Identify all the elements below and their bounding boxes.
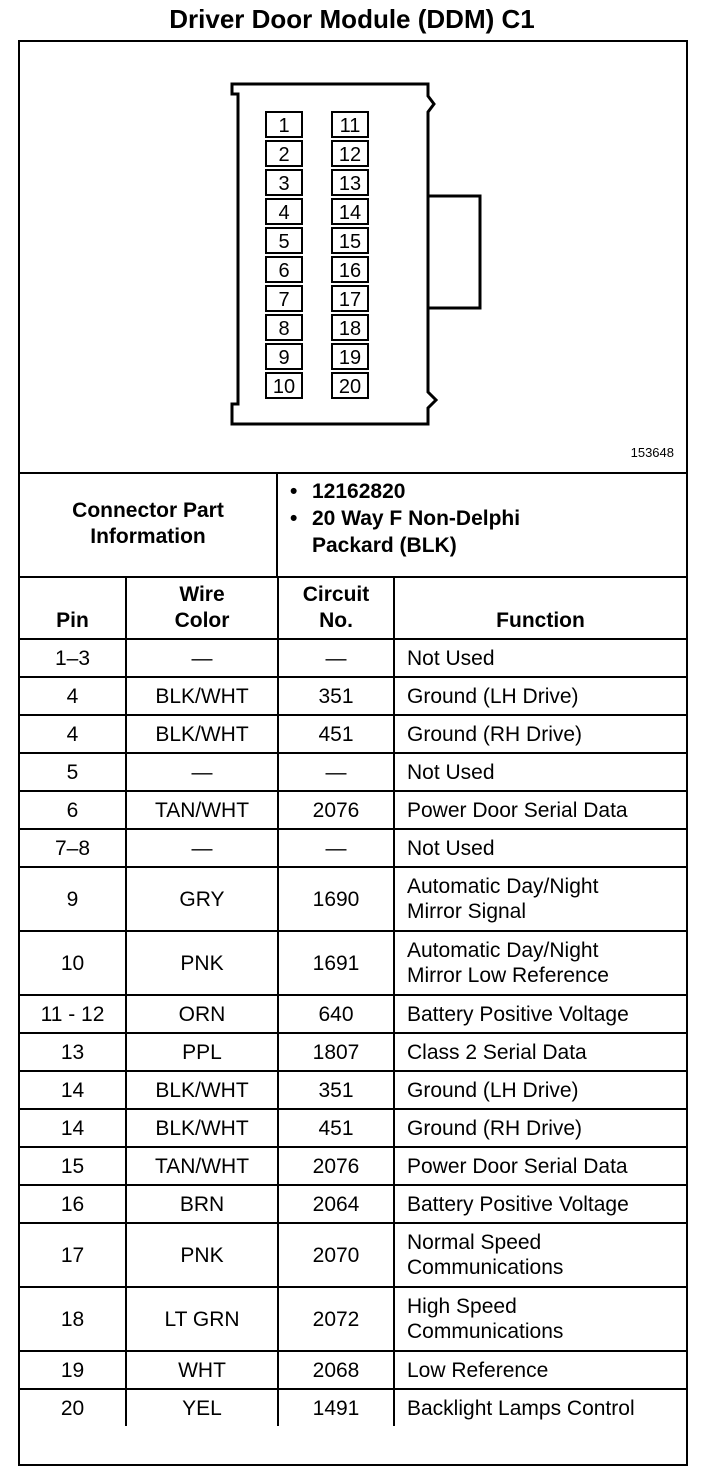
part-info-list — [290, 478, 520, 559]
cell-circuit: 1807 — [278, 1033, 394, 1071]
part-number: 12162820 — [312, 480, 406, 503]
connector-face-drawing — [20, 42, 686, 470]
pin-number: 15 — [338, 231, 362, 253]
cell-pin: 11 - 12 — [20, 995, 126, 1033]
cell-function: Ground (RH Drive) — [394, 1109, 686, 1147]
pin-number: 10 — [272, 376, 296, 398]
cell-circuit: 1690 — [278, 867, 394, 931]
pin-cavity — [332, 228, 368, 253]
cell-circuit: — — [278, 829, 394, 867]
pin-cavity — [266, 257, 302, 282]
pin-cavity — [332, 141, 368, 166]
cell-function: Battery Positive Voltage — [394, 1185, 686, 1223]
cell-function: Ground (LH Drive) — [394, 677, 686, 715]
cell-circuit: 351 — [278, 1071, 394, 1109]
bullet: • — [290, 480, 298, 503]
cell-wire-color: BLK/WHT — [126, 1109, 278, 1147]
cell-pin: 13 — [20, 1033, 126, 1071]
pinout-table — [20, 576, 686, 1426]
table-row — [20, 715, 686, 753]
table-row — [20, 867, 686, 931]
table-row — [20, 1185, 686, 1223]
pin-cavity — [332, 344, 368, 369]
pin-number: 4 — [278, 202, 290, 224]
pin-cavity — [332, 112, 368, 137]
pin-cavity — [332, 257, 368, 282]
cell-pin: 17 — [20, 1223, 126, 1287]
pin-number: 9 — [278, 347, 290, 369]
cell-circuit: 1491 — [278, 1389, 394, 1426]
cell-circuit: — — [278, 753, 394, 791]
pin-cavity — [266, 228, 302, 253]
table-row — [20, 1351, 686, 1389]
header-circuit-no: Circuit No. — [278, 576, 394, 639]
cell-pin: 10 — [20, 931, 126, 995]
pin-number: 13 — [338, 173, 362, 195]
connector-part-info — [20, 472, 686, 578]
cell-wire-color: BLK/WHT — [126, 1071, 278, 1109]
table-row — [20, 1147, 686, 1185]
cell-function: Power Door Serial Data — [394, 1147, 686, 1185]
pin-cavity — [266, 344, 302, 369]
cell-pin: 14 — [20, 1109, 126, 1147]
part-info-label: Connector Part Information — [20, 472, 278, 576]
cell-wire-color: — — [126, 829, 278, 867]
table-row — [20, 1071, 686, 1109]
pin-cavity — [332, 315, 368, 340]
pin-cavity — [266, 141, 302, 166]
cell-pin: 5 — [20, 753, 126, 791]
cell-wire-color: YEL — [126, 1389, 278, 1426]
cell-pin: 9 — [20, 867, 126, 931]
pin-cavity — [266, 373, 302, 398]
cell-circuit: 2064 — [278, 1185, 394, 1223]
cell-wire-color: TAN/WHT — [126, 791, 278, 829]
cell-function: Automatic Day/Night Mirror Signal — [394, 867, 686, 931]
pin-cavity — [332, 373, 368, 398]
cell-function: Not Used — [394, 753, 686, 791]
cell-wire-color: PPL — [126, 1033, 278, 1071]
cell-function: Normal Speed Communications — [394, 1223, 686, 1287]
cell-pin: 4 — [20, 677, 126, 715]
cell-pin: 18 — [20, 1287, 126, 1351]
cell-pin: 1–3 — [20, 639, 126, 677]
cell-circuit: 2072 — [278, 1287, 394, 1351]
cell-wire-color: ORN — [126, 995, 278, 1033]
cell-pin: 16 — [20, 1185, 126, 1223]
header-pin: Pin — [20, 576, 126, 639]
cell-wire-color: GRY — [126, 867, 278, 931]
cell-pin: 15 — [20, 1147, 126, 1185]
pin-number: 7 — [278, 289, 290, 311]
cell-function: Automatic Day/Night Mirror Low Reference — [394, 931, 686, 995]
table-row — [20, 1223, 686, 1287]
cell-function: Battery Positive Voltage — [394, 995, 686, 1033]
cell-function: Not Used — [394, 829, 686, 867]
table-row — [20, 791, 686, 829]
pin-number: 11 — [339, 115, 361, 137]
bullet: • — [290, 507, 298, 530]
cell-pin: 7–8 — [20, 829, 126, 867]
pin-number: 2 — [278, 144, 290, 166]
table-row — [20, 753, 686, 791]
table-row — [20, 829, 686, 867]
pin-number: 19 — [338, 347, 362, 369]
cell-pin: 20 — [20, 1389, 126, 1426]
cell-wire-color: PNK — [126, 931, 278, 995]
pin-number: 14 — [338, 202, 362, 224]
part-description-item — [290, 505, 520, 559]
cell-circuit: 2076 — [278, 791, 394, 829]
cell-function: Power Door Serial Data — [394, 791, 686, 829]
part-description: 20 Way F Non-Delphi Packard (BLK) — [312, 507, 521, 557]
pin-number: 16 — [338, 260, 362, 282]
cell-circuit: 351 — [278, 677, 394, 715]
table-header-row — [20, 576, 686, 639]
pin-number: 8 — [278, 318, 290, 340]
pin-cavity — [266, 315, 302, 340]
cell-function: Backlight Lamps Control — [394, 1389, 686, 1426]
cell-circuit: 640 — [278, 995, 394, 1033]
cell-wire-color: BLK/WHT — [126, 715, 278, 753]
pin-cavity — [266, 112, 302, 137]
cell-wire-color: BRN — [126, 1185, 278, 1223]
cell-wire-color: TAN/WHT — [126, 1147, 278, 1185]
cell-wire-color: PNK — [126, 1223, 278, 1287]
table-row — [20, 1109, 686, 1147]
table-row — [20, 639, 686, 677]
cell-wire-color: WHT — [126, 1351, 278, 1389]
cell-pin: 14 — [20, 1071, 126, 1109]
header-wire-color: Wire Color — [126, 576, 278, 639]
cell-wire-color: — — [126, 753, 278, 791]
figure-id: 153648 — [630, 445, 674, 460]
table-row — [20, 677, 686, 715]
cell-pin: 4 — [20, 715, 126, 753]
table-row — [20, 995, 686, 1033]
table-row — [20, 931, 686, 995]
part-number-item — [290, 478, 520, 505]
pin-number: 1 — [278, 115, 290, 137]
cell-function: Ground (LH Drive) — [394, 1071, 686, 1109]
pin-cavity — [266, 199, 302, 224]
cell-wire-color: LT GRN — [126, 1287, 278, 1351]
cell-function: High Speed Communications — [394, 1287, 686, 1351]
connector-frame — [18, 40, 688, 1466]
pin-cavity — [332, 286, 368, 311]
pin-number: 20 — [338, 376, 362, 398]
cell-pin: 19 — [20, 1351, 126, 1389]
pin-number: 5 — [278, 231, 290, 253]
connector-diagram — [20, 42, 686, 474]
pin-number: 6 — [278, 260, 290, 282]
header-function: Function — [394, 576, 686, 639]
pin-cavity — [332, 170, 368, 195]
cell-function: Class 2 Serial Data — [394, 1033, 686, 1071]
pin-cavity — [332, 199, 368, 224]
table-row — [20, 1033, 686, 1071]
pin-cavity — [266, 286, 302, 311]
cell-circuit: 2068 — [278, 1351, 394, 1389]
cell-circuit: — — [278, 639, 394, 677]
page-title: Driver Door Module (DDM) C1 — [169, 4, 535, 34]
cell-wire-color: BLK/WHT — [126, 677, 278, 715]
cell-circuit: 2070 — [278, 1223, 394, 1287]
cell-function: Not Used — [394, 639, 686, 677]
pin-number: 3 — [278, 173, 290, 195]
cell-circuit: 451 — [278, 715, 394, 753]
cell-pin: 6 — [20, 791, 126, 829]
cell-circuit: 1691 — [278, 931, 394, 995]
cell-circuit: 2076 — [278, 1147, 394, 1185]
cell-function: Ground (RH Drive) — [394, 715, 686, 753]
table-row — [20, 1389, 686, 1426]
pin-number: 12 — [338, 144, 362, 166]
pin-cavity — [266, 170, 302, 195]
cell-wire-color: — — [126, 639, 278, 677]
cell-function: Low Reference — [394, 1351, 686, 1389]
cell-circuit: 451 — [278, 1109, 394, 1147]
pin-number: 17 — [338, 289, 362, 311]
pin-number: 18 — [338, 318, 362, 340]
table-row — [20, 1287, 686, 1351]
